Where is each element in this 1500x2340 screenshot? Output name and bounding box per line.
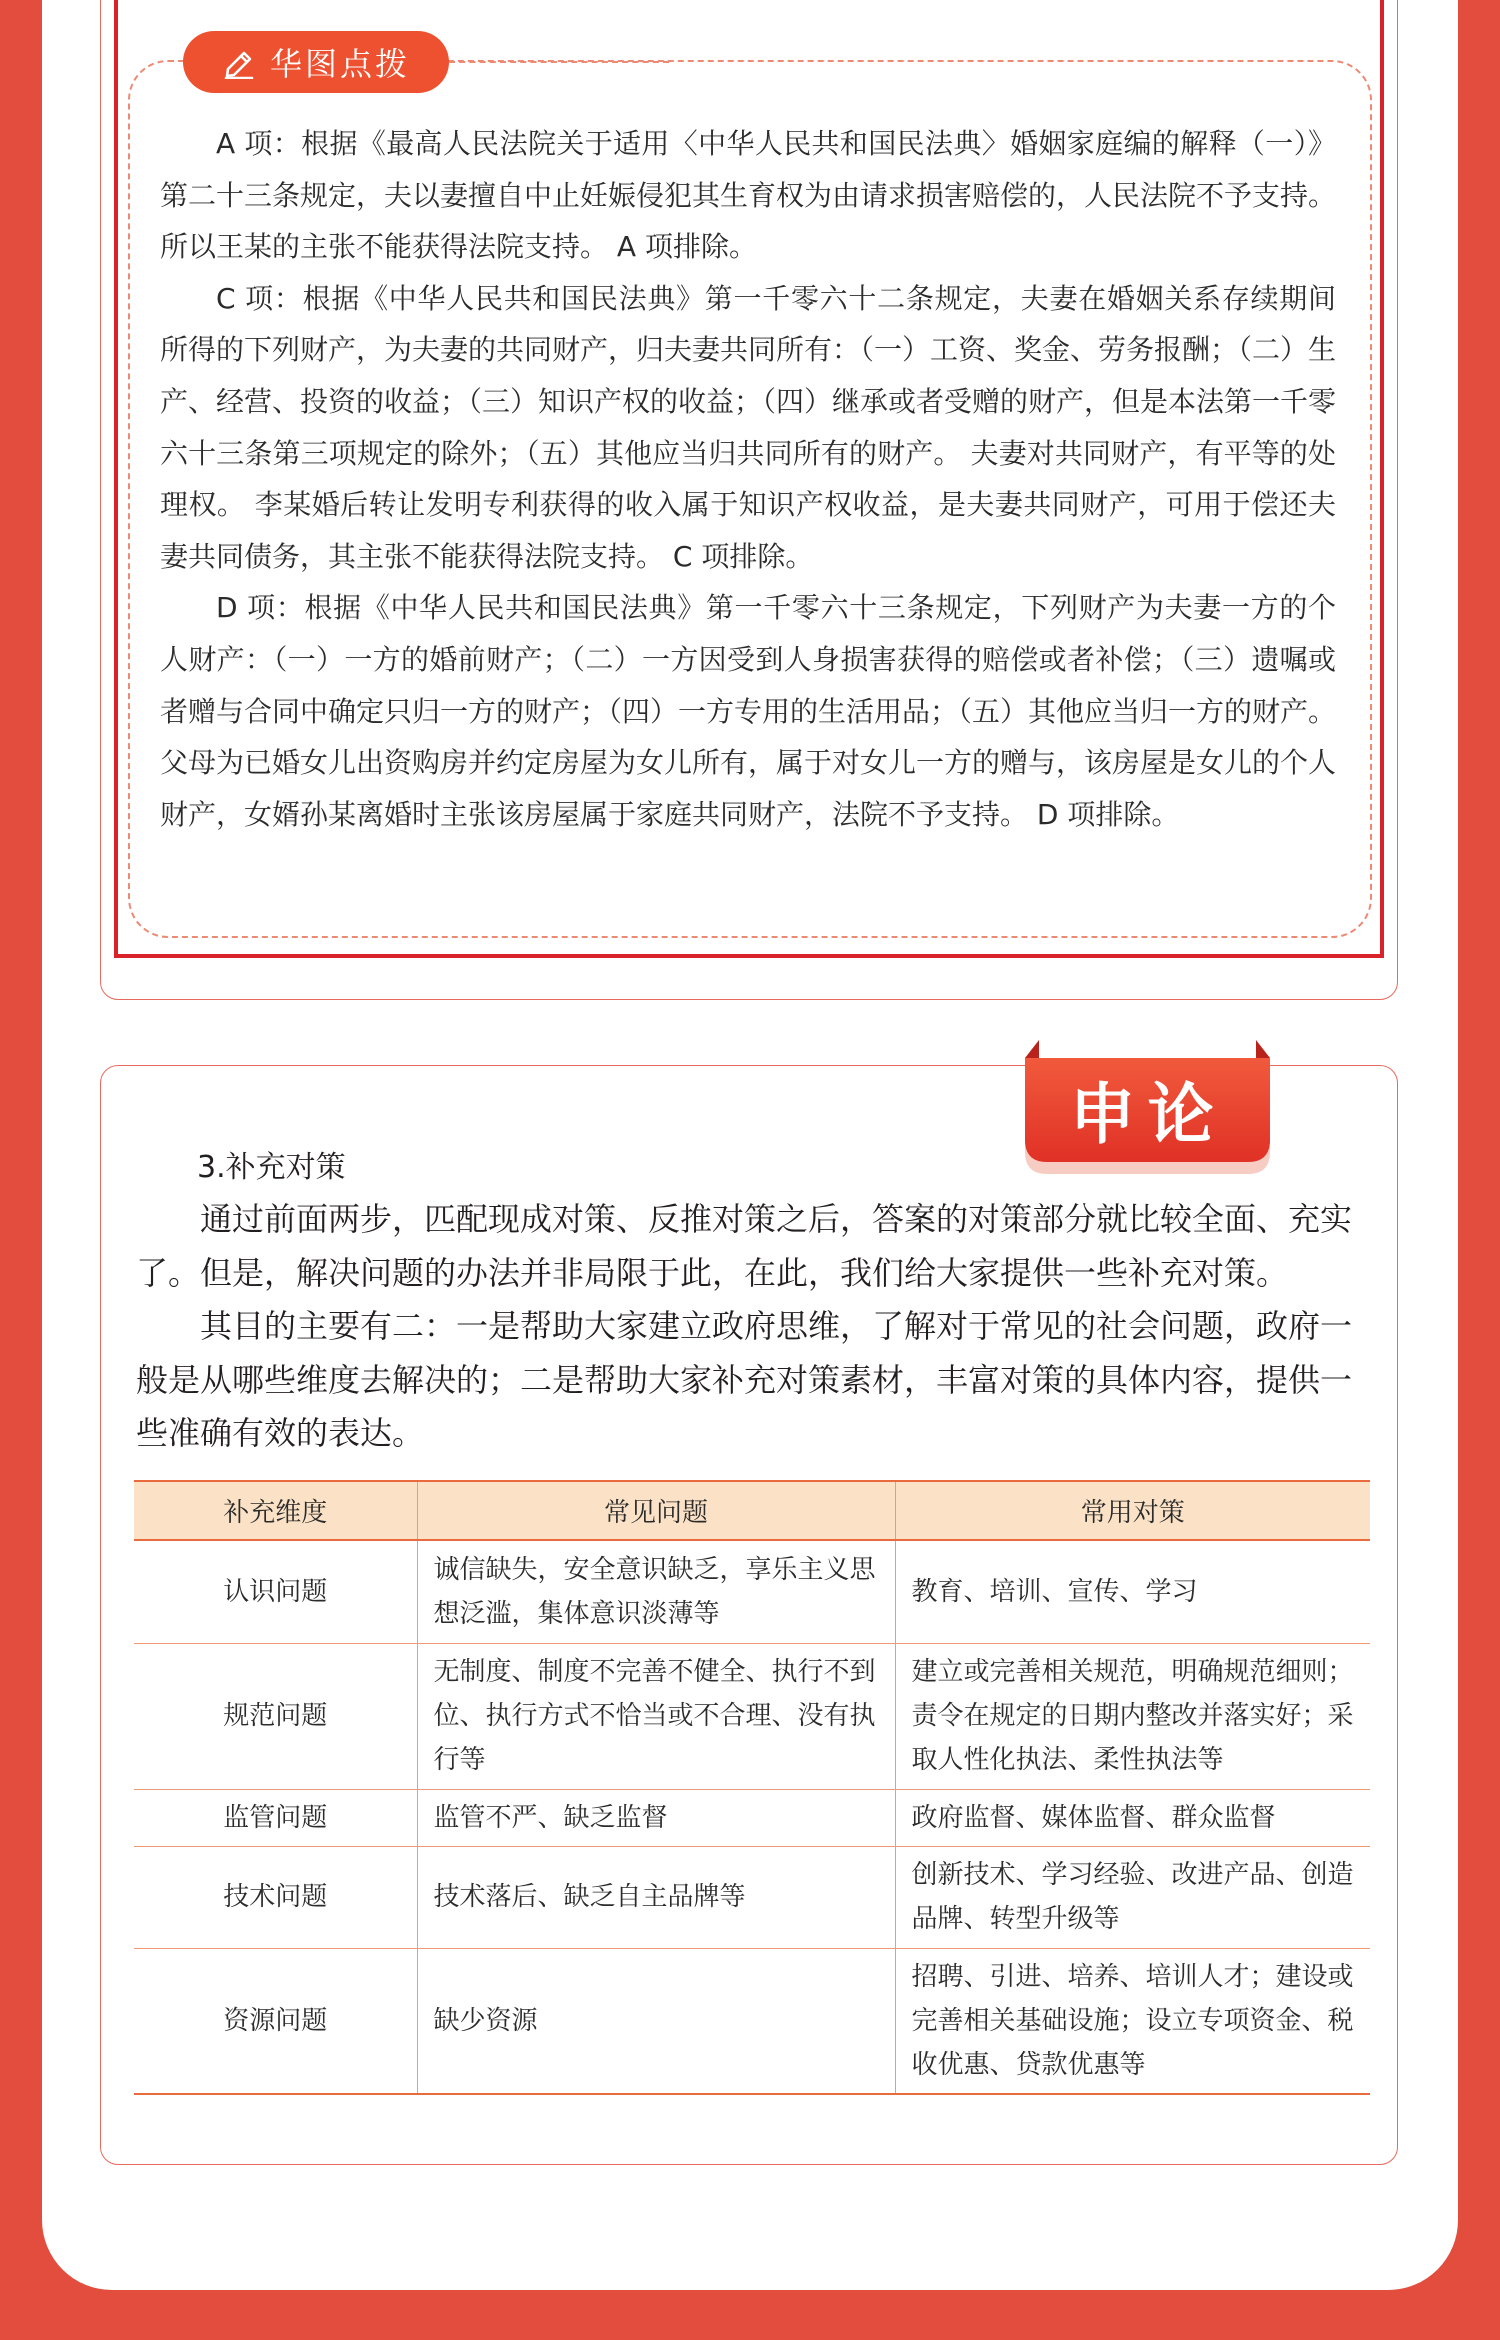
table-row: [134, 1846, 1370, 1948]
header-common-problem: 常见问题: [417, 1481, 895, 1540]
table-row: [134, 1643, 1370, 1789]
table-row: [134, 1948, 1370, 2094]
tag-dash-line: [449, 61, 669, 63]
cell-dimension: 技术问题: [134, 1846, 417, 1948]
cell-problem: 无制度、制度不完善不健全、执行不到位、执行方式不恰当或不合理、没有执行等: [417, 1643, 895, 1789]
table-header-row: [134, 1481, 1370, 1540]
cell-strategy: 教育、培训、宣传、学习: [895, 1540, 1370, 1643]
cell-problem: 监管不严、缺乏监督: [417, 1789, 895, 1846]
table-row: [134, 1789, 1370, 1846]
explanation-option-a: A 项：根据《最高人民法院关于适用〈中华人民共和国民法典〉婚姻家庭编的解释（一）》第二十三条规定，夫以妻擅自中止妊娠侵犯其生育权为由请求损害赔偿的，人民法院不予支持。 所以王某的主张不能获得法院支持。 A 项排除。: [160, 127, 1337, 264]
section-body: [136, 1193, 1372, 1461]
cell-problem: 技术落后、缺乏自主品牌等: [417, 1846, 895, 1948]
tip-tag-label: 华图点拨: [269, 45, 410, 83]
explanation-text: [160, 118, 1336, 840]
body-paragraph: 通过前面两步，匹配现成对策、反推对策之后，答案的对策部分就比较全面、充实了。但是，解决问题的办法并非局限于此，在此，我们给大家提供一些补充对策。: [136, 1200, 1353, 1292]
cell-strategy: 建立或完善相关规范，明确规范细则；责令在规定的日期内整改并落实好；采取人性化执法、柔性执法等: [895, 1643, 1370, 1789]
cell-strategy: 政府监督、媒体监督、群众监督: [895, 1789, 1370, 1846]
cell-strategy: 创新技术、学习经验、改进产品、创造品牌、转型升级等: [895, 1846, 1370, 1948]
cell-dimension: 规范问题: [134, 1643, 417, 1789]
cell-strategy: 招聘、引进、培养、培训人才；建设或完善相关基础设施；设立专项资金、税收优惠、贷款优惠等: [895, 1948, 1370, 2094]
header-dimension: 补充维度: [134, 1481, 417, 1540]
tip-tag: [183, 31, 449, 93]
body-paragraph: 其目的主要有二：一是帮助大家建立政府思维，了解对于常见的社会问题，政府一般是从哪些维度去解决的；二是帮助大家补充对策素材，丰富对策的具体内容，提供一些准确有效的表达。: [136, 1307, 1353, 1453]
explanation-option-c: C 项：根据《中华人民共和国民法典》第一千零六十二条规定，夫妻在婚姻关系存续期间所得的下列财产，为夫妻的共同财产，归夫妻共同所有：（一）工资、奖金、劳务报酬；（二）生产、经营、投资的收益；（三）知识产权的收益；（四）继承或者受赠的财产，但是本法第一千零六十三条第三项规定的除外；（五）其他应当归共同所有的财产。 夫妻对共同财产，有平等的处理权。 李某婚后转让发明专利获得的收入属于知识产权收益，是夫妻共同财产，可用于偿还夫妻共同债务，其主张不能获得法院支持。 C 项排除。: [160, 281, 1337, 573]
cell-problem: 缺少资源: [417, 1948, 895, 2094]
shenlun-badge: [1025, 1040, 1270, 1178]
cell-dimension: 资源问题: [134, 1948, 417, 2094]
cell-dimension: 监管问题: [134, 1789, 417, 1846]
pencil-icon: [222, 45, 256, 79]
header-common-strategy: 常用对策: [895, 1481, 1370, 1540]
cell-problem: 诚信缺失，安全意识缺乏，享乐主义思想泛滥，集体意识淡薄等: [417, 1540, 895, 1643]
table-row: [134, 1540, 1370, 1643]
section-title: 3.补充对策: [197, 1150, 346, 1185]
strategy-table: [134, 1480, 1370, 2095]
cell-dimension: 认识问题: [134, 1540, 417, 1643]
shenlun-badge-label: 申论: [1069, 1075, 1226, 1153]
explanation-option-d: D 项：根据《中华人民共和国民法典》第一千零六十三条规定，下列财产为夫妻一方的个人财产：（一）一方的婚前财产；（二）一方因受到人身损害获得的赔偿或者补偿；（三）遗嘱或者赠与合同中确定只归一方的财产；（四）一方专用的生活用品；（五）其他应当归一方的财产。 父母为已婚女儿出资购房并约定房屋为女儿所有，属于对女儿一方的赠与，该房屋是女儿的个人财产，女婿孙某离婚时主张该房屋属于家庭共同财产，法院不予支持。 D 项排除。: [160, 591, 1337, 831]
